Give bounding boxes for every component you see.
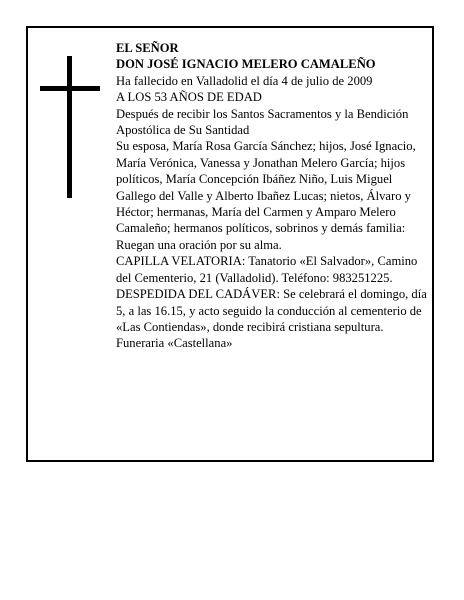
family-list: Su esposa, María Rosa García Sánchez; hijos, José Ignacio, María Verónica, Vanessa y Jonathan Melero García; hijos políticos, María Concepción Ibáñez Niño, Luis Miguel Gallego del Valle y Alberto Ibañez Lucas; nietos, Álvaro y Héctor; hermanas, María del Carmen y Amparo Melero Camaleño; hermanos políticos, sobrinos y demás familia: bbox=[116, 139, 416, 236]
obituary-text bbox=[116, 40, 432, 352]
farewell-info: DESPEDIDA DEL CADÁVER: Se celebrará el domingo, día 5, a las 16.15, y acto seguido la conducción al cementerio de «Las Contiendas», donde recibirá cristiana sepultura. bbox=[116, 287, 427, 334]
prayer-line: Ruegan una oración por su alma. bbox=[116, 237, 282, 252]
chapel-info: CAPILLA VELATORIA: Tanatorio «El Salvador», Camino del Cementerio, 21 (Valladolid). Teléfono: 983251225. bbox=[116, 254, 418, 285]
obituary-notice bbox=[26, 26, 434, 462]
cross-vertical-bar bbox=[67, 56, 72, 198]
age-line: A LOS 53 AÑOS DE EDAD bbox=[116, 90, 262, 105]
deceased-name: DON JOSÉ IGNACIO MELERO CAMALEÑO bbox=[116, 57, 376, 72]
sacraments-line: Después de recibir los Santos Sacramentos y la Bendición Apostólica de Su Santidad bbox=[116, 106, 409, 138]
cross-horizontal-bar bbox=[40, 86, 100, 91]
death-info: Ha fallecido en Valladolid el día 4 de julio de 2009 bbox=[116, 73, 373, 88]
title-line-1: EL SEÑOR bbox=[116, 41, 179, 55]
latin-cross-icon bbox=[40, 56, 100, 198]
funeral-home: Funeraria «Castellana» bbox=[116, 336, 233, 351]
